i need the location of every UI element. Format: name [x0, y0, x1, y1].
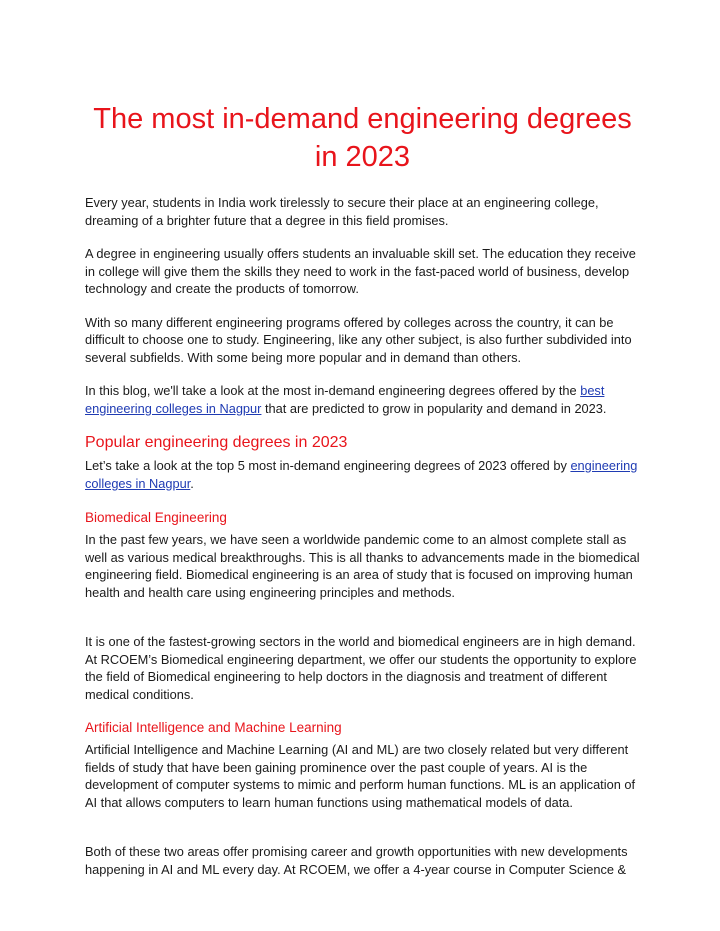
blog-paragraph-text-before: In this blog, we'll take a look at the most in-demand engineering degrees offered by the [85, 383, 581, 398]
intro-paragraph-2: A degree in engineering usually offers students an invaluable skill set. The education they receive in college will give them the skills they need to work in the fast-paced world of business, develop technology and create the products of tomorrow. [85, 246, 636, 296]
biomedical-paragraph-1: In the past few years, we have seen a worldwide pandemic come to an almost complete stall as well as various medical breakthroughs. This is all thanks to advancements made in the biomedical engineering field. Biomedical engineering is an area of study that is focused on improving human health and health care using engineering principles and methods. [85, 532, 640, 600]
popular-paragraph [85, 457, 640, 492]
popular-text-before: Let’s take a look at the top 5 most in-demand engineering degrees of 2023 offered by [85, 458, 571, 473]
intro-paragraph-1: Every year, students in India work tirelessly to secure their place at an engineering college, dreaming of a brighter future that a degree in this field promises. [85, 195, 599, 228]
spacer [85, 827, 640, 843]
blog-paragraph-text-after: that are predicted to grow in popularity and demand in 2023. [261, 400, 607, 416]
subheading-ai-ml: Artificial Intelligence and Machine Learning [85, 720, 342, 735]
aiml-paragraph-1: Artificial Intelligence and Machine Learning (AI and ML) are two closely related but very different fields of study that have been gaining prominence over the past couple of years. AI is the development of computer systems to mimic and perform human functions. ML is an application of AI that allows computers to learn human functions using mathematical models of data. [85, 742, 636, 810]
section-heading-popular: Popular engineering degrees in 2023 [85, 434, 348, 451]
subheading-biomedical: Biomedical Engineering [85, 510, 227, 525]
popular-text-after: . [190, 475, 194, 491]
aiml-paragraph-2: Both of these two areas offer promising career and growth opportunities with new developments happening in AI and ML every day. At RCOEM, we offer a 4-year course in Computer Science & [85, 844, 628, 877]
best-engineering-colleges-link[interactable]: best engineering colleges in Nagpur [85, 383, 605, 416]
document-page [85, 100, 640, 894]
blog-paragraph [85, 382, 640, 417]
page-title: The most in-demand engineering degrees in 2023 [93, 103, 632, 173]
intro-paragraph-3: With so many different engineering programs offered by colleges across the country, it can be difficult to choose one to study. Engineering, like any other subject, is also further subdivided into several subfields. With some being more popular and in demand than others. [85, 314, 632, 365]
biomedical-paragraph-2: It is one of the fastest-growing sectors in the world and biomedical engineers are in high demand. At RCOEM’s Biomedical engineering department, we offer our students the opportunity to explore the field of Biomedical engineering to help doctors in the diagnosis and treatment of different medical conditions. [85, 634, 637, 702]
engineering-colleges-link[interactable]: engineering colleges in Nagpur [85, 458, 638, 491]
spacer [85, 617, 640, 633]
